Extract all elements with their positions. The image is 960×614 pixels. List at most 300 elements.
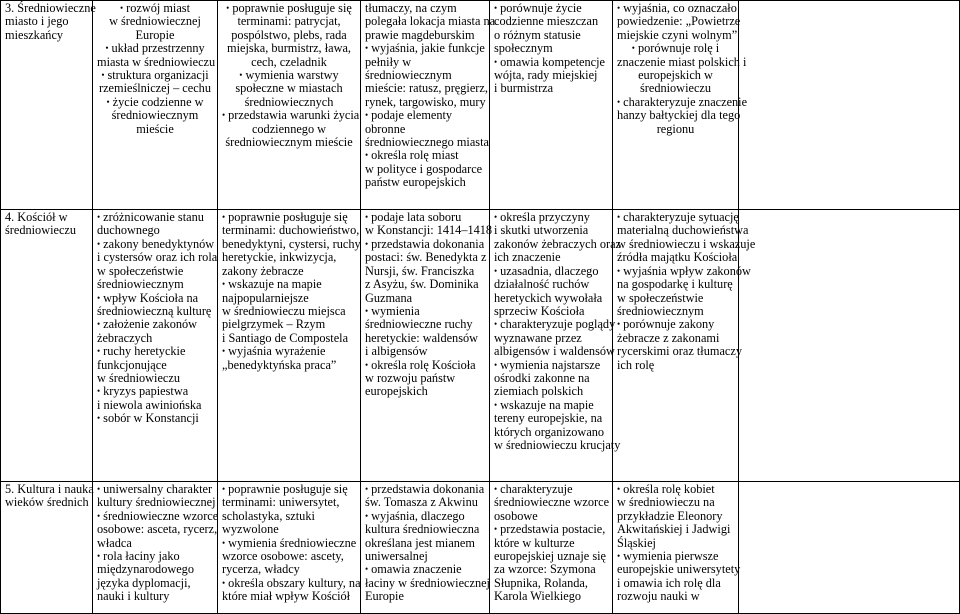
bullet-icon: • [631, 43, 635, 54]
text-line [365, 81, 488, 96]
table-row [1, 210, 960, 482]
line-text: Akwitańskiej i Jadwigi [617, 522, 731, 537]
bullet-item [617, 483, 734, 496]
text-line [365, 163, 485, 176]
topic-line: 3. Średniowieczne [5, 1, 96, 15]
line-text: w średniowiecznej [109, 14, 201, 29]
bullet-item [97, 238, 213, 251]
bullet-icon: • [97, 319, 101, 330]
text-line [222, 318, 356, 331]
text-line [494, 42, 608, 55]
text-line [494, 537, 608, 550]
bullet-item [365, 149, 485, 162]
bullet-icon: • [119, 3, 124, 13]
line-text: w średniowieczu [97, 370, 180, 385]
bullet-icon: • [222, 279, 226, 290]
line-text: określa rolę kobiet [623, 482, 715, 497]
line-text: określa przyczyny [500, 210, 590, 225]
line-text: średniowiecznym [365, 68, 452, 83]
text-line [97, 399, 213, 412]
bullet-icon: • [494, 524, 498, 535]
text-line [494, 510, 608, 523]
text-line [365, 372, 485, 385]
text-line [97, 359, 213, 372]
line-text: wyjaśnia, jakie funkcje [371, 41, 485, 56]
text-line [365, 135, 489, 150]
line-text: średniowieczu [639, 81, 712, 96]
line-text: terminami: duchowieństwo, [222, 223, 360, 238]
line-text: terminami: uniwersytet, [222, 495, 340, 510]
text-line [494, 278, 608, 291]
empty-cell [739, 482, 960, 614]
line-text: w rozwoju państw [365, 370, 456, 385]
line-text: przedstawia dokonania [371, 236, 485, 251]
line-text: mieście: ratusz, pręgierz, [365, 81, 488, 96]
line-text: wyjaśnia, co oznaczało [623, 1, 737, 15]
line-text: wyjaśnia, dlaczego [371, 508, 465, 523]
line-text: z Asyżu, św. Dominika [365, 277, 479, 292]
line-text: społeczne w miastach [235, 81, 343, 96]
bullet-icon: • [494, 265, 498, 276]
text-line [97, 82, 213, 95]
line-text: prawie magdeburskim [365, 27, 475, 42]
line-text: omawia znaczenie [371, 562, 462, 577]
content-cell [613, 210, 756, 482]
bullet-item [97, 508, 219, 523]
bullet-item [222, 278, 356, 291]
line-text: materialną duchowieństwa [617, 223, 749, 238]
line-text: struktura organizacji [107, 68, 209, 83]
line-text: średniowiecznych [244, 94, 334, 109]
bullet-icon: • [494, 399, 498, 410]
line-text: scholastyka, sztuki [222, 508, 315, 523]
text-line [222, 292, 356, 305]
bullet-item [617, 42, 734, 55]
content-cell [218, 210, 361, 482]
text-line [617, 305, 734, 318]
line-text: życie codzienne w [112, 94, 204, 109]
text-line [97, 495, 216, 510]
text-line [617, 590, 734, 603]
line-text: założenie zakonów [103, 317, 198, 332]
text-line [494, 563, 608, 576]
line-text: społecznym [494, 41, 553, 56]
bullet-icon: • [222, 577, 226, 588]
text-line [222, 590, 356, 603]
bullet-item [494, 317, 616, 332]
text-line [365, 590, 485, 603]
text-line [97, 278, 213, 291]
line-text: charakteryzuje sytuację [623, 210, 739, 225]
line-text: miejska, burmistrz, ława, [227, 41, 351, 56]
text-line [365, 2, 485, 15]
text-line [222, 82, 356, 95]
text-line [365, 523, 485, 536]
text-line [222, 15, 356, 28]
text-line [222, 265, 356, 278]
text-line [494, 344, 615, 359]
line-text: terminami: patrycjat, [237, 14, 341, 29]
line-text: kultura średniowieczna [365, 522, 480, 537]
content-cell [613, 1, 748, 210]
line-text: najpopularniejsze [222, 290, 309, 305]
text-line [222, 42, 356, 55]
bullet-item [494, 56, 608, 69]
bullet-icon: • [365, 510, 369, 521]
bullet-item [365, 42, 485, 55]
bullet-item [222, 483, 356, 496]
line-text: określa obszary kultury, na [228, 575, 361, 590]
text-line [617, 82, 734, 95]
bullet-item [494, 483, 608, 496]
line-text: sobór w Konstancji [103, 411, 199, 426]
line-text: łaciny w średniowiecznej [365, 575, 490, 590]
topic-line: miasto i jego [5, 14, 69, 29]
bullet-item [97, 292, 213, 305]
bullet-icon: • [239, 70, 243, 81]
line-text: przedstawia postacie, [500, 522, 606, 537]
line-text: tłumaczy, na czym [365, 1, 457, 15]
content-cell [93, 210, 218, 482]
line-text: obronne [365, 121, 406, 136]
text-line [617, 344, 742, 359]
text-line [222, 359, 356, 372]
bullet-icon: • [494, 212, 498, 223]
bullet-icon: • [365, 150, 369, 161]
text-line [97, 54, 216, 69]
line-text: osobowe: asceta, rycerz, [97, 522, 218, 537]
empty-cell [739, 210, 960, 482]
line-text: Guzmana [365, 290, 413, 305]
content-cell [361, 210, 493, 482]
line-text: wymienia pierwsze [623, 549, 719, 564]
topic-cell [1, 1, 96, 210]
text-line [97, 305, 213, 318]
line-text: średniowiecznym [617, 303, 704, 318]
content-cell [93, 482, 218, 614]
line-text: w średniowieczu krucjaty [494, 437, 621, 452]
line-text: kryzys papiestwa [103, 384, 189, 399]
line-text: rola łaciny jako [103, 549, 180, 564]
bullet-icon: • [365, 359, 369, 370]
content-cell [218, 482, 361, 614]
line-text: w średniowieczu miejsca [222, 303, 346, 318]
content-cell [490, 210, 621, 482]
bullet-icon: • [97, 510, 101, 521]
bullet-item [365, 238, 485, 251]
bullet-item [222, 2, 356, 15]
line-text: w polityce i gospodarce [365, 161, 483, 176]
line-text: podaje elementy [371, 108, 453, 123]
bullet-icon: • [365, 212, 369, 223]
bullet-item [494, 265, 608, 278]
line-text: poprawnie posługuje się [228, 482, 348, 497]
text-line [365, 278, 485, 291]
bullet-item [97, 345, 213, 358]
text-line [617, 292, 734, 305]
bullet-item [365, 510, 485, 523]
content-cell [361, 482, 490, 614]
bullet-icon: • [97, 238, 101, 249]
line-text: wymienia najstarsze [500, 357, 601, 372]
bullet-item [97, 211, 213, 224]
text-line [617, 332, 734, 345]
bullet-item [222, 108, 360, 123]
content-cell [490, 1, 613, 210]
text-line [365, 56, 485, 69]
text-line [222, 332, 356, 345]
bullet-item [365, 211, 485, 224]
text-line [494, 305, 608, 318]
bullet-icon: • [222, 110, 226, 121]
line-text: i albigensów [365, 344, 428, 359]
line-text: rozwoju nauki w [617, 589, 700, 604]
line-text: średniowiecznym [97, 277, 184, 292]
line-text: nauki i kultury [97, 589, 170, 604]
line-text: przykładzie Eleonory [617, 508, 723, 523]
line-text: i niewola awiniońska [97, 397, 202, 412]
text-line [365, 96, 485, 109]
line-text: na gospodarkę i kulturę [617, 277, 733, 292]
bullet-item [365, 563, 485, 576]
line-text: ośrodki zakonne na [494, 370, 590, 385]
text-line [97, 15, 213, 28]
text-line [494, 426, 608, 439]
content-cell [218, 1, 361, 210]
line-text: wójta, rady miejskiej [494, 68, 598, 83]
line-text: w średniowieczu na [617, 495, 715, 510]
line-text: funkcjonujące [97, 357, 167, 372]
line-text: wskazuje na mapie [500, 397, 594, 412]
line-text: określana jest mianem [365, 535, 475, 550]
bullet-item [365, 483, 485, 496]
text-line [494, 332, 608, 345]
text-line [97, 265, 213, 278]
bullet-icon: • [617, 3, 621, 13]
text-line [365, 496, 485, 509]
bullet-icon: • [97, 346, 101, 357]
text-line [222, 223, 360, 238]
line-text: uniwersalny charakter [103, 482, 213, 497]
line-text: w społeczeństwie [617, 290, 704, 305]
line-text: europejskich [365, 384, 428, 399]
line-text: ich znaczenie [494, 250, 561, 265]
text-line [494, 590, 608, 603]
bullet-item [97, 550, 213, 563]
line-text: poprawnie posługuje się [232, 1, 352, 15]
bullet-icon: • [494, 319, 498, 330]
text-line [494, 82, 608, 95]
text-line [97, 123, 213, 136]
line-text: które miał wpływ Kościół [222, 589, 351, 604]
line-text: codzienne mieszczan [494, 14, 599, 29]
text-line [494, 385, 608, 398]
text-line [494, 550, 608, 563]
text-line [365, 385, 485, 398]
bullet-icon: • [617, 96, 621, 107]
bullet-icon: • [365, 564, 369, 575]
text-line [617, 537, 734, 550]
bullet-item [494, 2, 608, 15]
line-text: żebraczych [97, 330, 153, 345]
line-text: europejskiej uznaje się [494, 549, 606, 564]
text-line [617, 510, 734, 523]
line-text: średniowieczną kulturę [97, 303, 212, 318]
line-text: zróżnicowanie stanu [103, 210, 204, 225]
topic-line: mieszkańcy [5, 27, 64, 42]
bullet-icon: • [617, 551, 621, 562]
line-text: kultury średniowiecznej [97, 495, 216, 510]
line-text: w średniowieczu i wskazuje [617, 236, 756, 251]
text-line [365, 345, 485, 358]
line-text: zakonów żebraczych oraz [494, 236, 621, 251]
bullet-icon: • [222, 484, 226, 495]
line-text: władca [97, 535, 132, 550]
text-line [494, 69, 608, 82]
line-text: znaczenie miast polskich i [617, 54, 747, 69]
line-text: wpływ Kościoła na [103, 290, 199, 305]
line-text: średniowiecznym [111, 108, 199, 123]
text-line [365, 265, 485, 278]
text-line [222, 523, 356, 536]
text-line [222, 29, 356, 42]
line-text: europejskich w [638, 68, 713, 83]
bullet-icon: • [494, 3, 498, 13]
line-text: rycerskimi oraz tłumaczy [617, 344, 742, 359]
text-line [365, 69, 485, 82]
topic-line: 4. Kościół w [5, 210, 68, 225]
line-text: miasta w średniowieczu [97, 54, 216, 69]
bullet-item [222, 537, 356, 550]
text-line [97, 224, 213, 237]
line-text: rycerza, władcy [222, 562, 300, 577]
line-text: benedyktyni, cystersi, ruchy [222, 236, 361, 251]
text-line [365, 123, 485, 136]
bullet-item [97, 318, 213, 331]
bullet-icon: • [106, 96, 110, 107]
text-line [617, 54, 747, 69]
line-text: Nursji, św. Franciszka [365, 263, 475, 278]
line-text: wyjaśnia wyrażenie [228, 344, 326, 359]
text-line [365, 176, 485, 189]
bullet-item [97, 412, 213, 425]
line-text: ich rolę [617, 357, 655, 372]
text-line [494, 496, 608, 509]
text-line [617, 278, 734, 291]
line-text: uzasadnia, dlaczego [500, 263, 599, 278]
line-text: których organizowano [494, 424, 605, 439]
line-text: Europie [365, 589, 404, 604]
line-text: hanzy bałtyckiej dla tego [617, 108, 741, 123]
line-text: i Santiago de Compostela [222, 330, 349, 345]
bullet-icon: • [617, 484, 621, 495]
text-line [617, 108, 741, 123]
table-row [1, 482, 960, 614]
text-line [97, 522, 218, 537]
line-text: żebracze z zakonami [617, 330, 720, 345]
bullet-item [494, 399, 608, 412]
bullet-item [97, 2, 213, 15]
text-line [494, 251, 608, 264]
line-text: sprzeciw Kościoła [494, 303, 585, 318]
text-line [617, 359, 734, 372]
line-text: ruchy heretyckie [103, 344, 186, 359]
bullet-item [222, 211, 356, 224]
text-line [365, 550, 485, 563]
line-text: międzynarodowego [97, 562, 194, 577]
line-text: tereny europejskie, na [494, 411, 603, 426]
line-text: działalność ruchów [494, 277, 590, 292]
line-text: mieście [136, 121, 174, 136]
topic-line: średniowieczu [5, 223, 77, 238]
bullet-item [97, 96, 213, 109]
line-text: źródła majątku Kościoła [617, 250, 738, 265]
text-line [97, 332, 213, 345]
bullet-item [617, 94, 748, 109]
bullet-item [365, 109, 485, 122]
line-text: polegała lokacja miasta na [365, 14, 496, 29]
line-text: średniowiecznym mieście [225, 135, 353, 150]
text-line [494, 577, 608, 590]
line-text: postaci: św. Benedykta z [365, 250, 487, 265]
bullet-icon: • [97, 551, 101, 562]
text-line [617, 523, 734, 536]
text-line [222, 236, 361, 251]
bullet-item [97, 385, 213, 398]
bullet-icon: • [365, 238, 369, 249]
bullet-icon: • [97, 212, 101, 223]
text-line [617, 14, 741, 29]
text-line [494, 292, 608, 305]
line-text: wzorce osobowe: ascety, [222, 549, 344, 564]
text-line [365, 292, 485, 305]
line-text: porównuje rolę i [637, 41, 720, 56]
text-line [494, 372, 608, 385]
text-line [494, 236, 621, 251]
text-line [97, 537, 213, 550]
bullet-icon: • [617, 212, 621, 223]
line-text: charakteryzuje poglądy [500, 317, 616, 332]
text-line [365, 575, 490, 590]
bullet-icon: • [97, 484, 101, 495]
bullet-icon: • [222, 212, 226, 223]
topic-cell [1, 482, 93, 614]
bullet-icon: • [365, 484, 369, 495]
text-line [494, 437, 621, 452]
line-text: rynek, targowisko, mury [365, 94, 486, 109]
bullet-icon: • [617, 265, 621, 276]
bullet-icon: • [226, 3, 230, 13]
line-text: średniowieczne wzorce [494, 495, 610, 510]
text-line [617, 496, 734, 509]
text-line [222, 136, 356, 149]
line-text: średniowieczne ruchy [365, 317, 473, 332]
line-text: wymienia warstwy [245, 68, 339, 83]
text-line [97, 29, 213, 42]
text-line [97, 109, 213, 122]
bullet-icon: • [494, 359, 498, 370]
line-text: regionu [656, 121, 695, 136]
text-line [365, 318, 485, 331]
line-text: charakteryzuje znaczenie [623, 94, 748, 109]
line-text: wyjaśnia wpływ zakonów [623, 263, 751, 278]
bullet-item [97, 69, 213, 82]
content-cell [361, 1, 496, 210]
line-text: i omawia ich rolę dla [617, 575, 721, 590]
line-text: porównuje życie [500, 1, 582, 15]
text-line [365, 251, 485, 264]
text-line [97, 563, 213, 576]
